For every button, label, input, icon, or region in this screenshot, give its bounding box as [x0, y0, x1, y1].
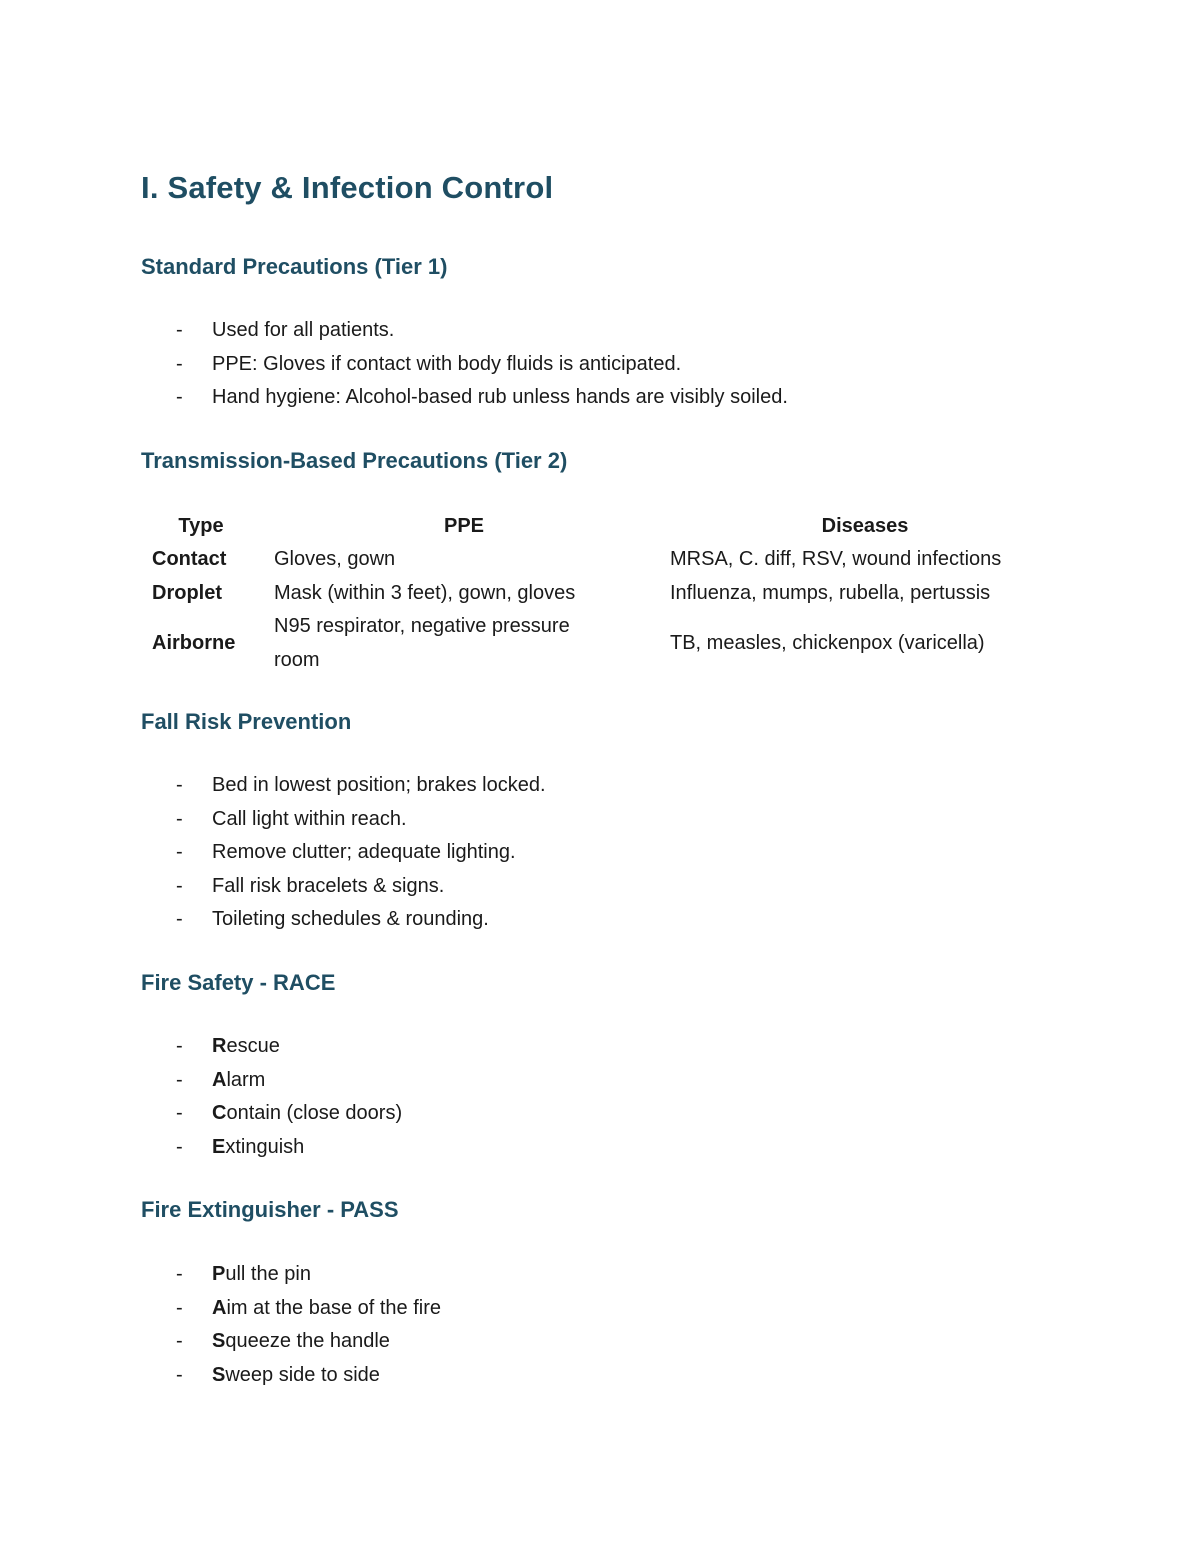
- dash-bullet: -: [176, 874, 183, 897]
- list-item: - Toileting schedules & rounding.: [176, 903, 546, 937]
- transmission-precautions-heading: Transmission-Based Precautions (Tier 2): [141, 448, 568, 473]
- list-item: - Pull the pin: [176, 1258, 441, 1292]
- list-item: - Hand hygiene: Alcohol-based rub unless hands are visibly soiled.: [176, 381, 788, 415]
- dash-bullet: -: [176, 908, 183, 930]
- race-list: [176, 1030, 402, 1164]
- cell-diseases: TB, measles, chickenpox (varicella): [670, 632, 985, 654]
- dash-bullet: -: [176, 1263, 183, 1285]
- dash-bullet: -: [176, 1102, 183, 1124]
- fire-safety-race-heading: Fire Safety - RACE: [141, 970, 336, 995]
- fall-risk-list: [176, 769, 546, 937]
- table-row: [141, 576, 1061, 610]
- list-item: - Call light within reach.: [176, 803, 546, 837]
- column-header-type: Type: [178, 515, 224, 537]
- fall-risk-heading: Fall Risk Prevention: [141, 709, 352, 734]
- dash-bullet: -: [176, 807, 183, 830]
- standard-precautions-heading: Standard Precautions (Tier 1): [141, 254, 448, 279]
- table-header-row: [141, 509, 1061, 543]
- fire-extinguisher-pass-heading: Fire Extinguisher - PASS: [141, 1197, 399, 1222]
- list-item: - Aim at the base of the fire: [176, 1292, 441, 1326]
- list-item: - Bed in lowest position; brakes locked.: [176, 769, 546, 803]
- standard-precautions-list: [176, 314, 788, 415]
- column-header-diseases: Diseases: [821, 515, 909, 537]
- cell-type: Contact: [152, 548, 227, 570]
- dash-bullet: -: [176, 319, 183, 341]
- dash-bullet: -: [176, 1068, 183, 1091]
- cell-diseases: MRSA, C. diff, RSV, wound infections: [670, 548, 1002, 570]
- list-item: - Rescue: [176, 1030, 402, 1064]
- list-item: - Extinguish: [176, 1131, 402, 1165]
- list-item: - Remove clutter; adequate lighting.: [176, 836, 546, 870]
- cell-ppe: N95 respirator, negative pressure room: [274, 615, 570, 671]
- list-item: - PPE: Gloves if contact with body fluids is anticipated.: [176, 348, 788, 382]
- page-title: I. Safety & Infection Control: [141, 170, 554, 205]
- table-row: [141, 542, 1061, 576]
- dash-bullet: -: [176, 774, 183, 796]
- dash-bullet: -: [176, 1296, 183, 1319]
- list-item: - Alarm: [176, 1064, 402, 1098]
- table-row: [141, 609, 1061, 676]
- list-item: - Contain (close doors): [176, 1097, 402, 1131]
- cell-type: Airborne: [152, 632, 236, 654]
- dash-bullet: -: [176, 1363, 183, 1386]
- pass-list: [176, 1258, 441, 1392]
- list-item: - Sweep side to side: [176, 1359, 441, 1393]
- dash-bullet: -: [176, 841, 183, 863]
- dash-bullet: -: [176, 1330, 183, 1352]
- cell-diseases: Influenza, mumps, rubella, pertussis: [670, 582, 991, 604]
- dash-bullet: -: [176, 1135, 183, 1158]
- dash-bullet: -: [176, 352, 183, 375]
- column-header-ppe: PPE: [443, 515, 485, 537]
- list-item: - Fall risk bracelets & signs.: [176, 870, 546, 904]
- cell-ppe: Gloves, gown: [274, 548, 396, 570]
- dash-bullet: -: [176, 386, 183, 408]
- dash-bullet: -: [176, 1035, 183, 1057]
- cell-ppe: Mask (within 3 feet), gown, gloves: [274, 582, 576, 604]
- cell-type: Droplet: [152, 582, 222, 604]
- list-item: - Squeeze the handle: [176, 1325, 441, 1359]
- list-item: - Used for all patients.: [176, 314, 788, 348]
